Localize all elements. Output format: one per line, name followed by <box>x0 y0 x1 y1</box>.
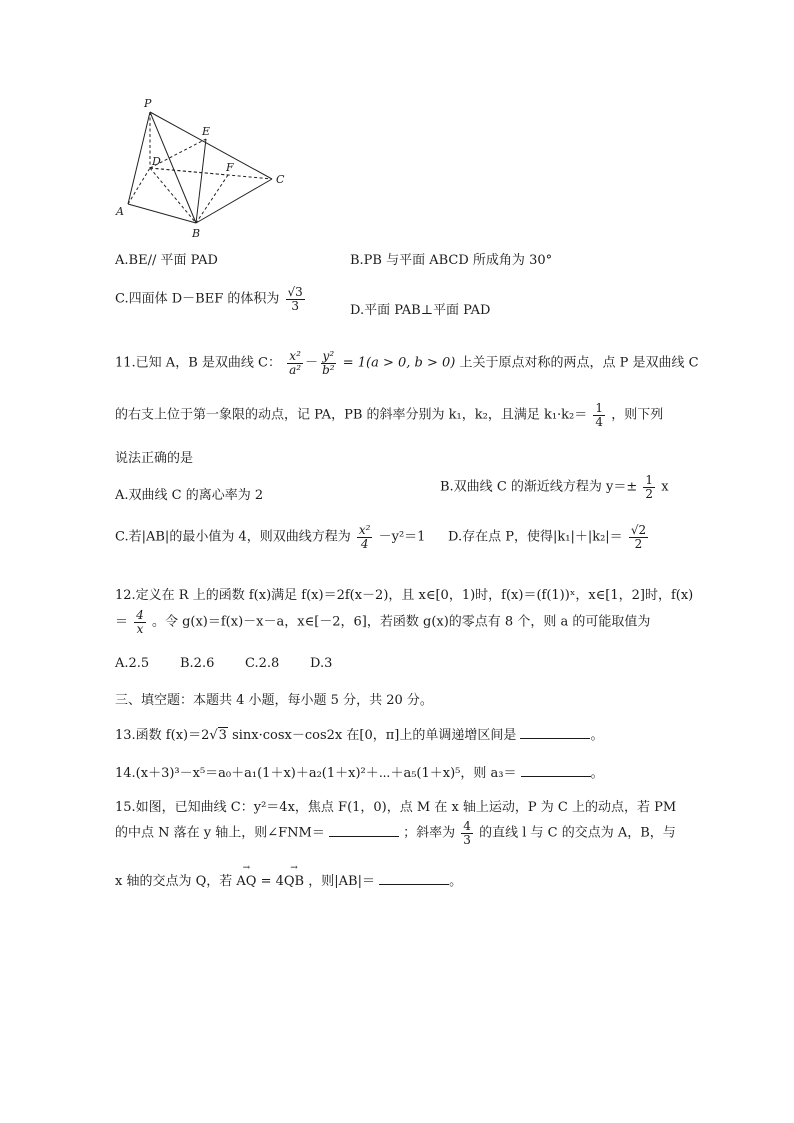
q12-line2 <box>115 609 650 635</box>
q11-option-c-prefix: C.若|AB|的最小值为 4，则双曲线方程为 <box>115 529 351 545</box>
segment-df <box>150 168 228 175</box>
q11-line2 <box>115 402 663 428</box>
q15-line1: 15.如图，已知曲线 C：y²＝4x，焦点 F(1，0)，点 M 在 x 轴上运动，P 为 C 上的动点，若 PM <box>115 800 677 815</box>
segment-be <box>196 139 206 223</box>
q11-option-a[interactable]: A.双曲线 C 的离心率为 2 <box>115 488 264 503</box>
edge-db <box>150 168 196 223</box>
q14-text: 14.(x＋3)³－x⁵＝a₀＋a₁(1＋x)＋a₂(1＋x)²＋⋯＋a₅(1＋x)⁵，则 a₃＝ <box>115 766 517 781</box>
q10-option-c-fraction: $\frac{√3}{3}$ <box>287 285 303 313</box>
q15-line2-suffix: 的直线 l 与 C 的交点为 A，B，与 <box>479 825 676 841</box>
pyramid-figure <box>108 95 298 245</box>
q11-option-b-suffix: x <box>661 479 669 495</box>
q10-option-a[interactable]: A.BE// 平面 PAD <box>115 253 218 268</box>
q12-line1: 12.定义在 R 上的函数 f(x)满足 f(x)＝2f(x－2)，且 x∈[0，1)时，f(x)＝(f(1))ˣ，x∈[1，2]时，f(x) <box>115 588 694 603</box>
q12-line2-suffix: 。令 g(x)＝f(x)－x－a，x∈[－2，6]，若函数 g(x)的零点有 8 个，则 a 的可能取值为 <box>151 614 651 630</box>
q10-option-b[interactable]: B.PB 与平面 ABCD 所成角为 30° <box>350 253 553 268</box>
q12-line2-fraction: $\frac{4}{x}$ <box>136 608 144 636</box>
q10-option-c[interactable] <box>115 286 307 312</box>
q15-slope-fraction: $\frac{4}{3}$ <box>463 819 471 847</box>
q11-option-d-fraction: $\frac{√2}{2}$ <box>630 523 647 551</box>
edge-pa <box>128 112 150 204</box>
q11-minus: － <box>305 355 319 371</box>
q15-line3-prefix: x 轴的交点为 Q，若 <box>115 874 233 889</box>
edge-ab <box>128 204 196 223</box>
q11-line3: 说法正确的是 <box>115 451 194 466</box>
q12-option-c[interactable]: C.2.8 <box>245 656 280 671</box>
q15-answer-blank-1[interactable] <box>329 826 399 837</box>
label-p: P <box>144 97 152 110</box>
q11-option-c-fraction: $\frac{\text{x²}}{4}$ <box>358 523 371 551</box>
q12-option-a[interactable]: A.2.5 <box>115 656 150 671</box>
q11-line1-suffix: 上关于原点对称的两点，点 P 是双曲线 C <box>459 355 699 371</box>
q11-hyperbola-rest: = 1(a > 0, b > 0) <box>342 355 456 371</box>
q11-option-c-suffix: －y²＝1 <box>378 529 426 545</box>
q11-option-d-prefix: D.存在点 P，使得|k₁|＋|k₂|＝ <box>448 529 623 545</box>
q14-answer-blank[interactable] <box>521 766 591 777</box>
q13-answer-blank[interactable] <box>520 728 590 739</box>
q15-answer-blank-2[interactable] <box>379 874 449 885</box>
q12-line2-prefix: ＝ <box>115 614 129 630</box>
q11-option-b-prefix: B.双曲线 C 的渐近线方程为 y＝± <box>440 479 638 495</box>
label-a: A <box>116 205 124 218</box>
q11-option-b[interactable] <box>440 474 669 500</box>
q11-hyperbola-frac1: $\frac{\text{x²}}{\text{a²}}$ <box>289 349 302 377</box>
q13-sqrt-value: 3 <box>218 728 227 743</box>
q11-line1 <box>115 350 699 376</box>
q15-end: 。 <box>449 874 463 889</box>
q10-option-c-text: C.四面体 D－BEF 的体积为 <box>115 291 280 307</box>
q13-prefix: 13.函数 f(x)＝2 <box>115 728 210 743</box>
section-title: 三、填空题：本题共 4 小题，每小题 5 分，共 20 分。 <box>115 693 433 708</box>
label-d: D <box>152 155 161 168</box>
label-e: E <box>202 125 211 138</box>
q11-line2-suffix: ，则下列 <box>611 407 664 423</box>
q13-end: 。 <box>590 728 604 743</box>
q15-line2-mid: ；斜率为 <box>403 825 456 841</box>
q11-line2-fraction: $\frac{1}{4}$ <box>595 401 604 429</box>
sqrt-icon: √ <box>209 728 218 743</box>
q12-option-b[interactable]: B.2.6 <box>180 656 215 671</box>
q11-line1-prefix: 11.已知 A，B 是双曲线 C： <box>115 355 281 371</box>
q10-option-d[interactable]: D.平面 PAB⊥平面 PAD <box>350 303 491 318</box>
q11-option-d[interactable] <box>448 524 650 550</box>
q14-end: 。 <box>590 766 604 781</box>
q11-hyperbola-frac2: $\frac{\text{y²}}{\text{b²}}$ <box>322 349 335 377</box>
q13-suffix: sinx·cosx－cos2x 在[0，π]上的单调递增区间是 <box>232 728 517 743</box>
q11-line2-prefix: 的右支上位于第一象限的动点，记 PA，PB 的斜率分别为 k₁，k₂，且满足 k₁·k₂＝ <box>115 407 588 423</box>
edge-pc <box>150 112 272 179</box>
q13-line <box>115 724 604 743</box>
q14-line <box>115 762 604 781</box>
q11-option-b-fraction: $\frac{1}{2}$ <box>645 473 654 501</box>
label-c: C <box>276 173 285 186</box>
q11-option-c[interactable] <box>115 524 425 550</box>
label-f: F <box>226 161 234 174</box>
q15-line2-prefix: 的中点 N 落在 y 轴上，则∠FNM＝ <box>115 825 325 841</box>
label-b: B <box>192 227 201 240</box>
q15-line2 <box>115 820 676 846</box>
q12-option-d[interactable]: D.3 <box>310 656 333 671</box>
q15-line3 <box>115 870 462 889</box>
edge-bc <box>196 179 272 223</box>
vector-qb: → QB <box>284 874 304 889</box>
vector-aq: → AQ <box>236 874 256 889</box>
edge-ad <box>128 168 150 204</box>
q15-line3-suffix: ，则|AB|＝ <box>308 874 375 889</box>
vector-equals: = 4 <box>256 874 284 889</box>
